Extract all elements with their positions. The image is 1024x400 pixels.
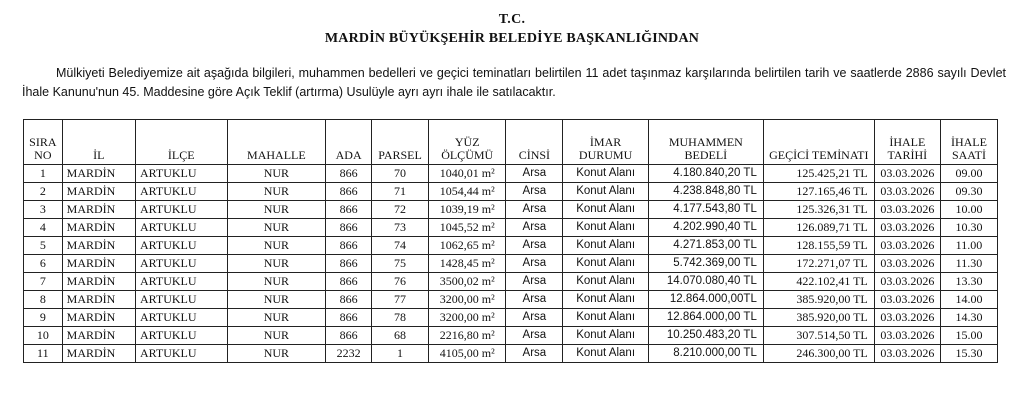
table-cell: 1039,19 m² bbox=[429, 201, 506, 219]
table-cell: 14.070.080,40 TL bbox=[648, 273, 763, 291]
table-cell: 03.03.2026 bbox=[874, 165, 940, 183]
table-cell: ARTUKLU bbox=[135, 345, 227, 363]
table-cell: 11.30 bbox=[940, 255, 997, 273]
table-body bbox=[24, 165, 998, 363]
table-cell: 1 bbox=[24, 165, 63, 183]
column-header: İL bbox=[62, 120, 135, 165]
table-cell: MARDİN bbox=[62, 237, 135, 255]
table-cell: 03.03.2026 bbox=[874, 219, 940, 237]
table-cell: Konut Alanı bbox=[563, 345, 648, 363]
table-cell: 6 bbox=[24, 255, 63, 273]
table-cell: MARDİN bbox=[62, 273, 135, 291]
table-row bbox=[24, 291, 998, 309]
table-cell: Arsa bbox=[506, 219, 563, 237]
table-cell: ARTUKLU bbox=[135, 201, 227, 219]
table-cell: MARDİN bbox=[62, 201, 135, 219]
table-cell: 10.30 bbox=[940, 219, 997, 237]
table-cell: 9 bbox=[24, 309, 63, 327]
table-cell: ARTUKLU bbox=[135, 327, 227, 345]
column-header: MAHALLE bbox=[227, 120, 326, 165]
table-cell: 03.03.2026 bbox=[874, 273, 940, 291]
table-header-row bbox=[24, 120, 998, 165]
column-header: PARSEL bbox=[372, 120, 429, 165]
table-cell: 3500,02 m² bbox=[429, 273, 506, 291]
table-cell: MARDİN bbox=[62, 183, 135, 201]
table-cell: 78 bbox=[372, 309, 429, 327]
table-cell: 125.326,31 TL bbox=[763, 201, 874, 219]
table-cell: 126.089,71 TL bbox=[763, 219, 874, 237]
table-cell: 8 bbox=[24, 291, 63, 309]
table-cell: MARDİN bbox=[62, 345, 135, 363]
table-cell: 866 bbox=[326, 273, 372, 291]
table-cell: MARDİN bbox=[62, 219, 135, 237]
table-cell: NUR bbox=[227, 273, 326, 291]
table-cell: 11 bbox=[24, 345, 63, 363]
table-cell: 09.30 bbox=[940, 183, 997, 201]
intro-paragraph: Mülkiyeti Belediyemize ait aşağıda bilgileri, muhammen bedelleri ve geçici teminatları belirtilen 11 adet taşınmaz karşılarında belirtilen tarih ve saatlerde 2886 sayılı Devlet İhale Kanunu'nun 45. Maddesine göre Açık Teklif (artırma) Usulüyle ayrı ayrı ihale ile satılacaktır. bbox=[22, 66, 1006, 99]
column-header: ADA bbox=[326, 120, 372, 165]
header-tc: T.C. bbox=[498, 12, 526, 27]
table-cell: Arsa bbox=[506, 345, 563, 363]
table-cell: 75 bbox=[372, 255, 429, 273]
table-cell: 15.30 bbox=[940, 345, 997, 363]
header-institution: MARDİN BÜYÜKŞEHİR BELEDİYE BAŞKANLIĞINDAN bbox=[324, 31, 700, 46]
table-cell: Arsa bbox=[506, 255, 563, 273]
table-cell: Konut Alanı bbox=[563, 165, 648, 183]
table-cell: 72 bbox=[372, 201, 429, 219]
table-cell: 4.180.840,20 TL bbox=[648, 165, 763, 183]
table-cell: 866 bbox=[326, 201, 372, 219]
table-cell: 4.271.853,00 TL bbox=[648, 237, 763, 255]
table-cell: NUR bbox=[227, 201, 326, 219]
table-cell: 03.03.2026 bbox=[874, 183, 940, 201]
table-cell: 76 bbox=[372, 273, 429, 291]
table-cell: 70 bbox=[372, 165, 429, 183]
table-cell: ARTUKLU bbox=[135, 165, 227, 183]
table-cell: 1054,44 m² bbox=[429, 183, 506, 201]
table-cell: 127.165,46 TL bbox=[763, 183, 874, 201]
table-cell: 03.03.2026 bbox=[874, 237, 940, 255]
table-cell: ARTUKLU bbox=[135, 219, 227, 237]
table-row bbox=[24, 345, 998, 363]
table-cell: 4.202.990,40 TL bbox=[648, 219, 763, 237]
table-cell: 4 bbox=[24, 219, 63, 237]
table-cell: 246.300,00 TL bbox=[763, 345, 874, 363]
table-cell: 866 bbox=[326, 219, 372, 237]
table-cell: Konut Alanı bbox=[563, 201, 648, 219]
table-row bbox=[24, 219, 998, 237]
table-cell: 3200,00 m² bbox=[429, 291, 506, 309]
table-cell: 13.30 bbox=[940, 273, 997, 291]
table-cell: 1062,65 m² bbox=[429, 237, 506, 255]
table-cell: 11.00 bbox=[940, 237, 997, 255]
table-cell: 3200,00 m² bbox=[429, 309, 506, 327]
table-cell: NUR bbox=[227, 255, 326, 273]
table-cell: Konut Alanı bbox=[563, 309, 648, 327]
table-cell: NUR bbox=[227, 237, 326, 255]
table-row bbox=[24, 327, 998, 345]
table-cell: ARTUKLU bbox=[135, 291, 227, 309]
table-cell: 03.03.2026 bbox=[874, 327, 940, 345]
table-cell: 09.00 bbox=[940, 165, 997, 183]
table-cell: Arsa bbox=[506, 327, 563, 345]
table-cell: ARTUKLU bbox=[135, 255, 227, 273]
column-header: GEÇİCİ TEMİNATI bbox=[763, 120, 874, 165]
table-cell: ARTUKLU bbox=[135, 183, 227, 201]
table-cell: MARDİN bbox=[62, 291, 135, 309]
table-cell: 307.514,50 TL bbox=[763, 327, 874, 345]
table-cell: ARTUKLU bbox=[135, 273, 227, 291]
table-cell: NUR bbox=[227, 165, 326, 183]
table-cell: 71 bbox=[372, 183, 429, 201]
table-cell: 03.03.2026 bbox=[874, 345, 940, 363]
table-cell: 8.210.000,00 TL bbox=[648, 345, 763, 363]
table-cell: NUR bbox=[227, 345, 326, 363]
table-cell: 866 bbox=[326, 291, 372, 309]
column-header: İLÇE bbox=[135, 120, 227, 165]
table-cell: 03.03.2026 bbox=[874, 291, 940, 309]
table-row bbox=[24, 255, 998, 273]
table-row bbox=[24, 237, 998, 255]
table-cell: Konut Alanı bbox=[563, 219, 648, 237]
table-cell: NUR bbox=[227, 219, 326, 237]
table-cell: ARTUKLU bbox=[135, 237, 227, 255]
table-cell: NUR bbox=[227, 291, 326, 309]
table-cell: 1 bbox=[372, 345, 429, 363]
table-cell: 2216,80 m² bbox=[429, 327, 506, 345]
table-cell: Konut Alanı bbox=[563, 255, 648, 273]
table-cell: 15.00 bbox=[940, 327, 997, 345]
table-cell: 5 bbox=[24, 237, 63, 255]
column-header: CİNSİ bbox=[506, 120, 563, 165]
table-row bbox=[24, 183, 998, 201]
table-cell: 4.238.848,80 TL bbox=[648, 183, 763, 201]
table-cell: 128.155,59 TL bbox=[763, 237, 874, 255]
column-header: YÜZ ÖLÇÜMÜ bbox=[429, 120, 506, 165]
table-cell: 5.742.369,00 TL bbox=[648, 255, 763, 273]
table-cell: Arsa bbox=[506, 309, 563, 327]
table-row bbox=[24, 273, 998, 291]
table-cell: Konut Alanı bbox=[563, 183, 648, 201]
table-cell: 2232 bbox=[326, 345, 372, 363]
table-cell: 74 bbox=[372, 237, 429, 255]
auction-table bbox=[23, 119, 998, 363]
table-cell: Arsa bbox=[506, 201, 563, 219]
table-cell: 866 bbox=[326, 327, 372, 345]
table-cell: Arsa bbox=[506, 237, 563, 255]
column-header: İHALE SAATİ bbox=[940, 120, 997, 165]
table-cell: 73 bbox=[372, 219, 429, 237]
table-cell: 12.864.000,00 TL bbox=[648, 309, 763, 327]
column-header: İHALE TARİHİ bbox=[874, 120, 940, 165]
table-cell: 866 bbox=[326, 165, 372, 183]
table-cell: 385.920,00 TL bbox=[763, 291, 874, 309]
table-cell: 03.03.2026 bbox=[874, 201, 940, 219]
table-cell: Arsa bbox=[506, 273, 563, 291]
table-cell: MARDİN bbox=[62, 165, 135, 183]
table-cell: 125.425,21 TL bbox=[763, 165, 874, 183]
table-cell: MARDİN bbox=[62, 309, 135, 327]
table-row bbox=[24, 165, 998, 183]
table-cell: 866 bbox=[326, 237, 372, 255]
table-row bbox=[24, 201, 998, 219]
table-cell: NUR bbox=[227, 327, 326, 345]
table-cell: Arsa bbox=[506, 291, 563, 309]
table-cell: 03.03.2026 bbox=[874, 309, 940, 327]
table-cell: 4105,00 m² bbox=[429, 345, 506, 363]
table-cell: NUR bbox=[227, 183, 326, 201]
table-cell: 14.30 bbox=[940, 309, 997, 327]
table-cell: 385.920,00 TL bbox=[763, 309, 874, 327]
table-cell: 14.00 bbox=[940, 291, 997, 309]
column-header: İMAR DURUMU bbox=[563, 120, 648, 165]
table-cell: MARDİN bbox=[62, 327, 135, 345]
table-cell: ARTUKLU bbox=[135, 309, 227, 327]
table-cell: Konut Alanı bbox=[563, 273, 648, 291]
table-cell: 68 bbox=[372, 327, 429, 345]
table-cell: 1040,01 m² bbox=[429, 165, 506, 183]
table-cell: 2 bbox=[24, 183, 63, 201]
table-cell: 77 bbox=[372, 291, 429, 309]
table-cell: 12.864.000,00TL bbox=[648, 291, 763, 309]
table-cell: NUR bbox=[227, 309, 326, 327]
table-cell: Arsa bbox=[506, 165, 563, 183]
table-cell: 422.102,41 TL bbox=[763, 273, 874, 291]
table-cell: 866 bbox=[326, 183, 372, 201]
table-cell: Konut Alanı bbox=[563, 291, 648, 309]
table-cell: 3 bbox=[24, 201, 63, 219]
table-cell: 10.250.483,20 TL bbox=[648, 327, 763, 345]
table-cell: 866 bbox=[326, 255, 372, 273]
table-cell: 10 bbox=[24, 327, 63, 345]
table-cell: Arsa bbox=[506, 183, 563, 201]
table-row bbox=[24, 309, 998, 327]
table-cell: 7 bbox=[24, 273, 63, 291]
column-header: SIRA NO bbox=[24, 120, 63, 165]
table-cell: MARDİN bbox=[62, 255, 135, 273]
table-cell: 4.177.543,80 TL bbox=[648, 201, 763, 219]
table-cell: Konut Alanı bbox=[563, 327, 648, 345]
table-cell: 1045,52 m² bbox=[429, 219, 506, 237]
table-cell: 10.00 bbox=[940, 201, 997, 219]
column-header: MUHAMMEN BEDELİ bbox=[648, 120, 763, 165]
table-cell: 1428,45 m² bbox=[429, 255, 506, 273]
table-cell: Konut Alanı bbox=[563, 237, 648, 255]
table-cell: 866 bbox=[326, 309, 372, 327]
table-cell: 172.271,07 TL bbox=[763, 255, 874, 273]
table-cell: 03.03.2026 bbox=[874, 255, 940, 273]
